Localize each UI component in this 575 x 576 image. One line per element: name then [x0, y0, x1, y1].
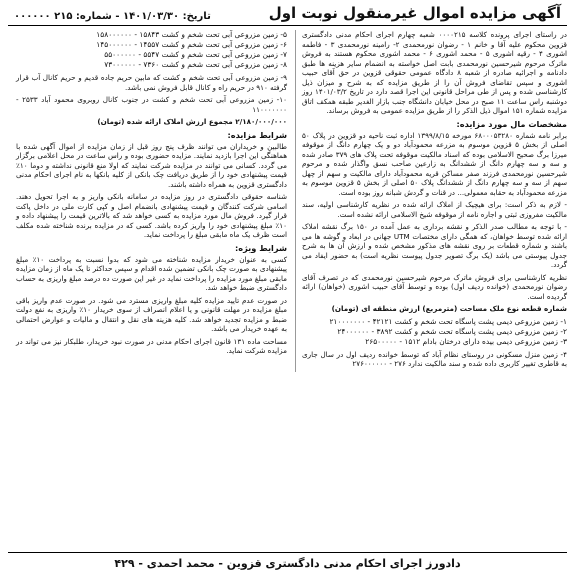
intro-paragraph: در راستای اجرای پرونده کلاسه ۰۰۰۰۲۱۵ شعبه چهارم اجرای احکام مدنی دادگستری قزوین محکوم علیه آقا و خانم ۱ - رضوان نورمحمدی ۲- رامینه نورمحمدی ۳ - فاطمه اشوری ۴ - رقیه اشوری ۵ - محمد اشوری ۶ - محمد اشوری محکوم هستند به فروش ماترک مرحوم شیرحسین نورمحمدی بابت اصل خواسته به انضمام سایر هزینه ها طبق دادنامه و اجرائیه صادره از شعبه ۸ دادگاه عمومی حقوقی قزوین در حق آقای حبیب اشوری و سپس تقاضای فروش آن را از طریق مزایده که به شرح و میزان ذیل کارشناسی شده و پس از طی مراحل قانونی این اجرا قصد دارد در تاریخ ۱۴۰۱/۰۳/۲ روز دوشنبه راس ساعت ۱۱ صبح در محل خیابان دانشگاه جنب بازار الغدیر طبقه همکف اتاق مزایده شماره ۱۵۱ اموال ذیل الذکر را از طریق مزایده عمومی به فروش برساند. — [302, 30, 568, 115]
land-item: ۸- زمین مزروعی آبی تحت شخم و کشت ۷۳۶۰ - ۷۳۰۰۰۰۰۰ — [104, 60, 287, 69]
land-item: ۶- زمین مزروعی آبی تحت شخم و کشت ۱۴۵۵۷ - ۱۴۵۰۰۰۰۰۰ — [96, 40, 287, 49]
land-item-10: ۱۰- زمین مزروعی آبی تحت شخم و کشت در جنوب کانال روبروی محمود آباد ۲۵۳۳ - ۱۱۰۰۰۰۰۰۰ — [16, 95, 287, 114]
note-paragraph: نظریه کارشناسی برای فروش ماترک مرحوم شیرحسین نورمحمدی که در تصرف آقای رضوان نورمحمدی (خوانده ردیف اول) بوده و توسط آقای حبیب اشوری (خواهان) ارائه گردیده است. — [302, 272, 567, 301]
land-item-9: ۹- زمین مزروعی آبی تحت شخم و کشت که مابین حریم جاده قدیم و حریم کانال آب قرار گرفته ۹۱۰ در حریم راه و کانال قابل فروش نمی باشد. — [16, 73, 287, 92]
table-header: شماره قطعه نوع ملک مساحت (مترمربع) ارزش منطقه ای (تومان) — [331, 304, 567, 313]
land-item: ۷- زمین مزروعی آبی تحت شخم و کشت ۵۵۴۷ - ۵۵۰۰۰۰۰۰ — [104, 50, 287, 59]
notice-header — [8, 4, 567, 26]
special-terms-heading: شرایط ویژه: — [234, 242, 287, 253]
total-value: ۲/۱۸۰/۰۰۰/۰۰۰ مجموع ارزش املاک ارائه شده (تومان) — [97, 117, 287, 126]
land-item-4: ۴- زمین منزل مسکونی در روستای نظام آباد که توسط خوانده ردیف اول در سال جاری به قاطری تغییر کاربری داده شده و سند مالکیت ندارد ۲۷۶ - ۲۷۶۰۰۰۰۰۰ — [302, 349, 567, 368]
left-column — [16, 30, 287, 372]
land-item: ۲- زمین مزروعی دیمی پشت پاسگاه تحت شخم و کشت ۳۸۹۲ - ۲۴۰۰۰۰۰۰ — [337, 326, 567, 336]
note-paragraph: - با توجه به مطالب صدر الذکر و نقشه برداری به عمل آمده در ۱۵۰ برگ نقشه املاک ارائه شده توسط خواهان، که همگی دارای مختصات UTM جهانی در ابعاد و گوشه ها می باشند و شماره قطعات بر روی نقشه های مذکور مشخص شده و ارزش آن ها به شرح جدول پیوستی می باشد (یک برگ تصویر جدول پیوست نظریه است) به حضور ایفاد می گردد. — [302, 222, 567, 269]
note-paragraph: - لازم به ذکر است: برای هیچیک از املاک ارائه شده در نظریه کارشناسی اولیه، سند مالکیت مفروزی ثبتی و اجاره نامه از موقوفه شیخ الاسلامی ارائه نشده است. — [302, 200, 567, 219]
terms-paragraph: شناسه حقوقی دادگستری در روز مزایده در سامانه بانکی واریز و به اجرا تحویل دهند. اسامی شرکت کنندگان و قیمت پیشنهادی بانضمام اصل و کپی کارت ملی در داخل پاکت قرار گیرد. فروش مال مورد مزایده به کسی خواهد شد که بالاترین قیمت را پیشنهاد داده و ۱۰٪ مبلغ پیشنهادی خود را واریز کرده باشد. کسی که در مزایده برنده شناخته شده مکلف است ظرف یک ماه مابقی مبلغ را پرداخت نماید. — [16, 192, 287, 239]
land-item: ۳- زمین مزروعی دیمی بیده دارای درختان بادام ۱۵۱۲ - ۲۶۵۰۰۰۰۰ — [365, 336, 567, 346]
land-item: ۵- زمین مزروعی آبی تحت شخم و کشت ۱۵۸۴۳ - ۱۵۸۰۰۰۰۰۰ — [96, 30, 287, 39]
terms-heading: شرایط مزایده: — [227, 129, 287, 140]
right-column — [295, 30, 567, 372]
date-reference: تاریخ: ۱۴۰۱/۰۳/۳۰ - شماره: ۲۱۵ ۰۰۰۰۰۰ — [14, 11, 211, 22]
notice-title: آگهی مزایده اموال غیرمنقول نوبت اول — [268, 4, 561, 22]
land-list — [302, 317, 567, 347]
terms-paragraph: طالبین و خریداران می توانند ظرف پنج روز قبل از زمان مزایده از اموال آگهی شده با هماهنگی این اجرا بازدید نمایند. مزایده حضوری بوده و راس ساعت در محل اعلامی برگزار می گردد. کسانی می توانند در مزایده شرکت نمایند که اولا منع قانونی نداشته و دوما ۱۰٪ قیمت پیشنهادی خود را از طریق دریافت چک بانکی از کلیه بانکها به نام اجرای احکام مدنی دادگستری قزوین به همراه داشته باشند. — [16, 141, 287, 189]
spec-paragraph: برابر نامه شماره ۶۸۰۰۰۵۳۲۸۰ مورخه ۱۳۹۹/۸/۱۵ اداره ثبت ناحیه دو قزوین در پلاک ۵۰ اصلی از بخش ۵ قزوین موسوم به مزرعه محمودآباد دو و یک چهارم دانگ از موقوفه میرزا برگ صحیح الاسلامی بوده که اسناد مالکیت موقوفه تحت پلاک های ۳۷۹ صادر شده و سه و سه چهارم دانگ از ششدانگ به زارعین صاحب نسق واگذار شده و مرحوم شیرحسین نورمحمدی فرزند صفر مساکن قریه محمودآباد دارای مالکیت و سهم از چهل سهم از سه و سه چهارم دانگ از ششدانگ پلاک ۵۰ اصلی از بخش ۵ قزوین موسوم به مزرعه محمودآباد به حقابه معمولی... در قنات و گردش شبانه روز بوده است. — [302, 130, 567, 197]
notice-footer-signature: دادورز اجرای احکام مدنی دادگستری قزوین - محمد احمدی - ۴۲۹ — [8, 552, 567, 570]
notice-columns — [8, 30, 567, 372]
special-terms-paragraph: مساحت ماده ۱۳۱ قانون اجرای احکام مدنی در صورت نبود خریدار، طلبکار نیز می تواند در مزایده شرکت نماید. — [16, 336, 287, 355]
land-list — [16, 30, 287, 70]
special-terms-paragraph: کسی به عنوان خریدار مزایده شناخته می شود که بدوا نسبت به پرداخت ۱۰٪ مبلغ پیشنهادی به صورت چک بانکی تضمین شده اقدام و سپس حداکثر تا یک ماه از زمان مزایده مابقی مبلغ مورد مزایده را پرداخت نماید در غیر این صورت ده درصد مبلغ واریزی به حساب دادگستری ضبط خواهد شد. — [16, 254, 288, 292]
special-terms-paragraph: در صورت عدم تایید مزایده کلیه مبلغ واریزی مسترد می شود. در صورت عدم واریز باقی مبلغ مزایده در مهلت قانونی و یا اعلام انصراف از سوی خریدار ۱۰٪ واریزی به نفع دولت ضبط و مزایده تجدید خواهد شد. کلیه هزینه های نقل و انتقال و مالیات و عوارض احتمالی به عهده خریدار می باشد. — [16, 295, 288, 333]
spec-heading: مشخصات مال مورد مزایده: — [456, 118, 567, 129]
land-item: ۱- زمین مزروعی دیمی پشت پاسگاه تحت شخم و کشت ۴۲۱۲۱ - ۲۱۰۰۰۰۰۰۰ — [329, 316, 567, 326]
